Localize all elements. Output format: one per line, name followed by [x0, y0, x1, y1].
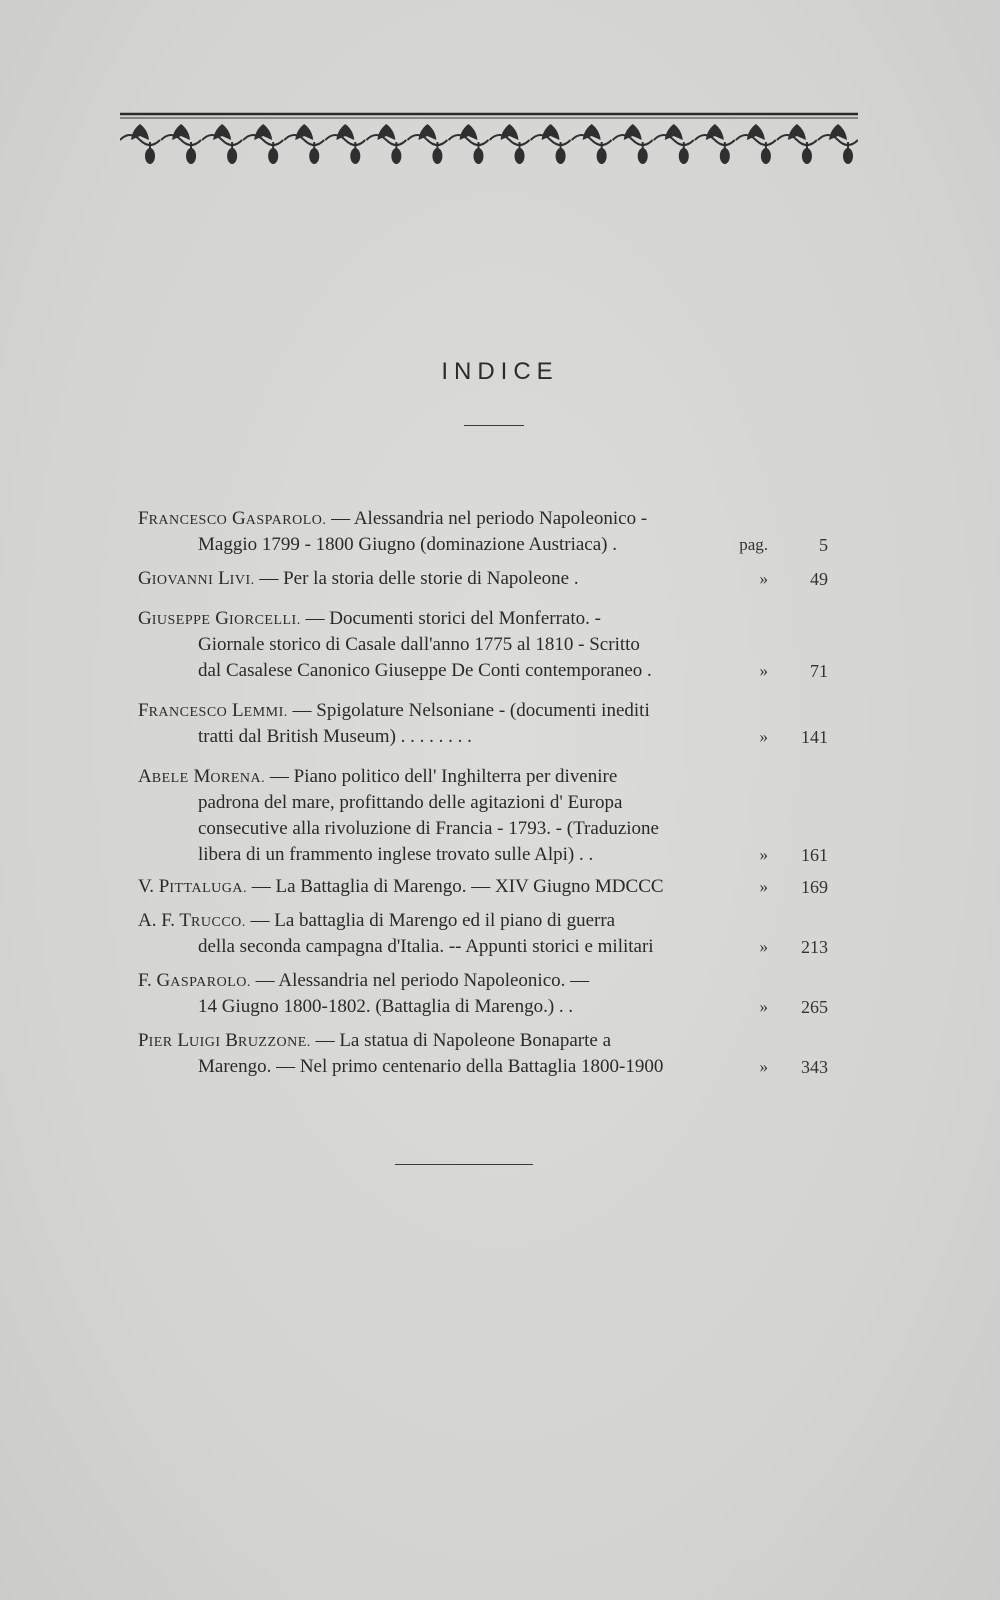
toc-page-number: 141 — [801, 727, 828, 747]
toc-page-marker: » — [759, 937, 768, 956]
toc-page-number: 49 — [810, 569, 828, 589]
toc-entry-line — [138, 724, 850, 750]
toc-page-marker: » — [759, 877, 768, 896]
ornament-motif — [120, 124, 160, 164]
toc-page-marker: » — [759, 727, 768, 746]
toc-entry — [138, 606, 850, 684]
toc-entry — [138, 968, 850, 1020]
toc-entry — [138, 908, 850, 960]
toc-entry — [138, 874, 850, 900]
toc-entry-line — [138, 994, 850, 1020]
toc-page-marker: » — [759, 569, 768, 588]
toc-entry-text: F. GASPAROLO. — Alessandria nel periodo Napoleonico. — — [138, 970, 590, 991]
toc-page-marker: pag. — [739, 535, 768, 554]
ornament-motif — [243, 124, 283, 164]
ornament-motif — [531, 124, 571, 164]
toc-author: FRANCESCO LEMMI. — [138, 700, 288, 721]
toc-author: F. GASPAROLO. — [138, 970, 251, 991]
toc-entry-line — [138, 532, 850, 558]
toc-entry — [138, 506, 850, 558]
toc-author: V. PITTALUGA. — [138, 876, 247, 897]
ornament-motif — [736, 124, 776, 164]
toc-author: PIER LUIGI BRUZZONE. — [138, 1030, 311, 1051]
toc-author: FRANCESCO GASPAROLO. — [138, 508, 327, 529]
page-title: INDICE — [441, 358, 559, 385]
ornament-motif — [366, 124, 406, 164]
ornament-motif — [161, 124, 201, 164]
toc-entry-text: 14 Giugno 1800-1802. (Battaglia di Marengo.) . . — [198, 996, 574, 1017]
toc-entry — [138, 764, 850, 868]
ornament-motif — [695, 124, 735, 164]
toc-entry-line — [138, 790, 850, 816]
toc-entry-text: GIOVANNI LIVI. — Per la storia delle storie di Napoleone . — [138, 568, 579, 589]
toc-author: ABELE MORENA. — [138, 766, 266, 787]
ornament-motif — [572, 124, 612, 164]
toc-entry-text: tratti dal British Museum) . . . . . . . . — [198, 726, 472, 747]
ornament-motif — [448, 124, 488, 164]
ornament-motif — [202, 124, 242, 164]
toc-entry-text: padrona del mare, profittando delle agitazioni d' Europa — [198, 792, 623, 813]
toc-entry-text: Maggio 1799 - 1800 Giugno (dominazione Austriaca) . — [198, 534, 617, 555]
toc-entry-text: dal Casalese Canonico Giuseppe De Conti contemporaneo . — [198, 660, 652, 681]
table-of-contents — [138, 506, 850, 1086]
toc-entry-line — [138, 968, 850, 994]
toc-entry-text: libera di un frammento inglese trovato sulle Alpi) . . — [198, 844, 594, 865]
toc-page-number: 5 — [819, 535, 828, 555]
toc-entry-line — [138, 908, 850, 934]
ornament-motif — [613, 124, 653, 164]
toc-page-number: 161 — [801, 845, 828, 865]
toc-page-marker: » — [759, 845, 768, 864]
ornament-motif — [818, 124, 858, 164]
toc-entry-line — [138, 506, 850, 532]
toc-author: GIOVANNI LIVI. — [138, 568, 255, 589]
toc-entry — [138, 566, 850, 592]
toc-entry-text: Giornale storico di Casale dall'anno 1775 al 1810 - Scritto — [198, 634, 640, 655]
ornamental-border — [120, 112, 858, 174]
toc-entry-text: della seconda campagna d'Italia. -- Appunti storici e militari — [198, 936, 654, 957]
toc-page-number: 343 — [801, 1057, 828, 1077]
toc-page-number: 213 — [801, 937, 828, 957]
toc-entry-line — [138, 874, 850, 900]
ornament-motif — [407, 124, 447, 164]
toc-entry-text: FRANCESCO GASPAROLO. — Alessandria nel periodo Napoleonico - — [138, 508, 648, 529]
toc-entry-line — [138, 698, 850, 724]
ornament-motif — [654, 124, 694, 164]
toc-entry-line — [138, 658, 850, 684]
toc-entry-text: consecutive alla rivoluzione di Francia - 1793. - (Traduzione — [198, 818, 659, 839]
toc-author: A. F. TRUCCO. — [138, 910, 246, 931]
toc-page-marker: » — [759, 1057, 768, 1076]
toc-entry-line — [138, 606, 850, 632]
toc-entry-text: ABELE MORENA. — Piano politico dell' Inghilterra per divenire — [138, 766, 618, 787]
bottom-rule — [395, 1164, 533, 1165]
toc-entry-line — [138, 632, 850, 658]
toc-page-marker: » — [759, 997, 768, 1016]
toc-entry-text: A. F. TRUCCO. — La battaglia di Marengo ed il piano di guerra — [138, 910, 616, 931]
toc-entry-line — [138, 934, 850, 960]
toc-entry-text: FRANCESCO LEMMI. — Spigolature Nelsoniane - (documenti inediti — [138, 700, 650, 721]
toc-author: GIUSEPPE GIORCELLI. — [138, 608, 301, 629]
toc-entry-text: PIER LUIGI BRUZZONE. — La statua di Napoleone Bonaparte a — [138, 1030, 612, 1051]
toc-entry-text: V. PITTALUGA. — La Battaglia di Marengo. — XIV Giugno MDCCC — [138, 876, 664, 897]
toc-entry-line — [138, 566, 850, 592]
toc-entry — [138, 698, 850, 750]
toc-entry-line — [138, 816, 850, 842]
toc-entry-line — [138, 1028, 850, 1054]
toc-page-marker: » — [759, 661, 768, 680]
toc-entry — [138, 1028, 850, 1080]
toc-entry-line — [138, 842, 850, 868]
ornament-motif — [325, 124, 365, 164]
toc-page-number: 169 — [801, 877, 828, 897]
ornament-motif — [777, 124, 817, 164]
ornament-motif — [284, 124, 324, 164]
toc-page-number: 71 — [810, 661, 828, 681]
toc-entry-line — [138, 764, 850, 790]
toc-entry-text: GIUSEPPE GIORCELLI. — Documenti storici del Monferrato. - — [138, 608, 601, 629]
title-rule — [464, 425, 524, 426]
toc-entry-text: Marengo. — Nel primo centenario della Battaglia 1800-1900 — [198, 1056, 664, 1077]
toc-page-number: 265 — [801, 997, 828, 1017]
ornament-motif — [490, 124, 530, 164]
toc-entry-line — [138, 1054, 850, 1080]
